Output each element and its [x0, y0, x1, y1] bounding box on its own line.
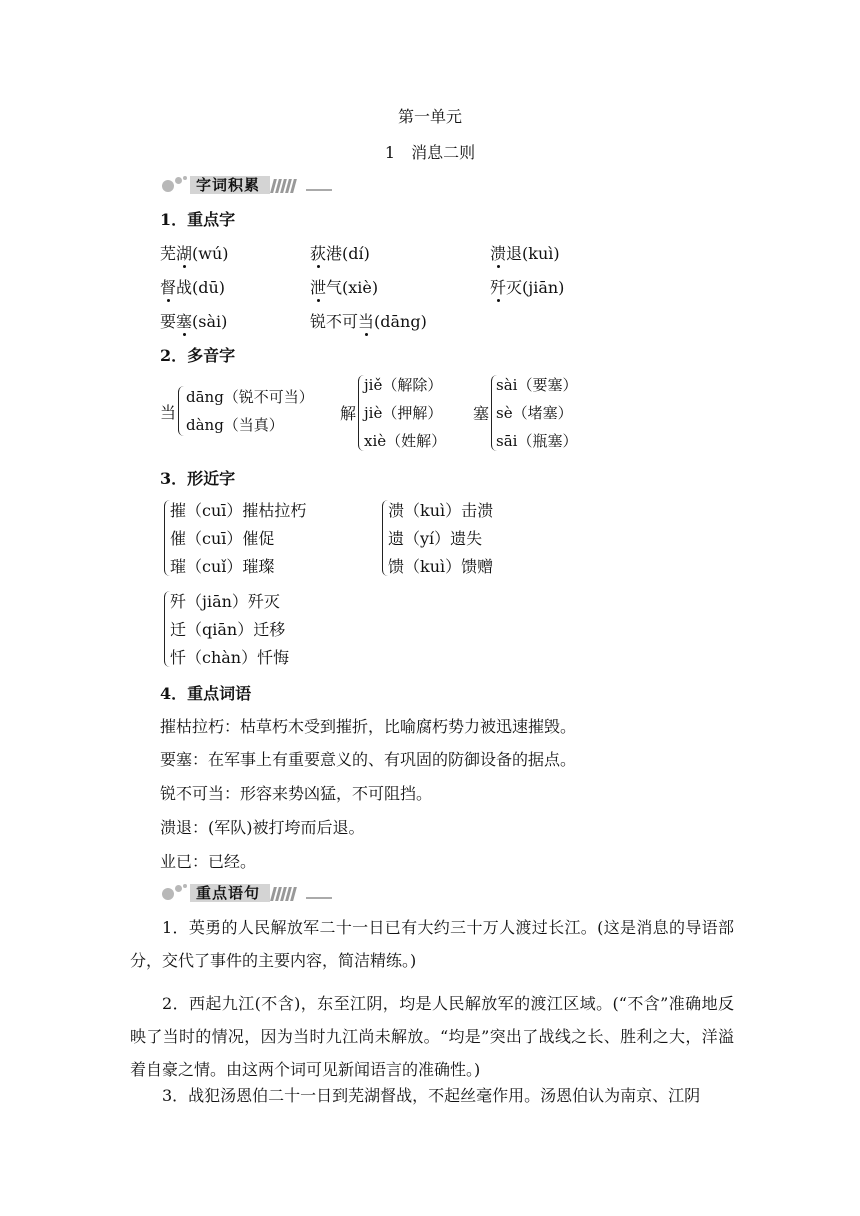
poly-char-jie: 解	[340, 404, 357, 423]
similar-item: 忏（chàn）忏悔	[170, 648, 290, 667]
key-char-item: 溃退(kuì)	[490, 241, 560, 264]
section-header-key-sentences	[160, 880, 335, 906]
key-sentence: 1．英勇的人民解放军二十一日已有大约三十万人渡过长江。(这是消息的导语部分，交代了事件的主要内容，简洁精练。)	[130, 918, 734, 970]
section-title: 重点语句	[190, 884, 270, 902]
key-char-item: 锐不可当(dāng)	[310, 309, 427, 332]
word-definition: 锐不可当：形容来势凶猛，不可阻挡。	[160, 784, 433, 803]
key-char-item: 要塞(sài)	[160, 309, 227, 332]
word-definition: 业已：已经。	[160, 852, 257, 871]
heading-key-words: 4．重点词语	[160, 684, 252, 703]
key-char-item: 芜湖(wú)	[160, 241, 229, 264]
word-definition: 要塞：在军事上有重要意义的、有巩固的防御设备的据点。	[160, 750, 577, 769]
bars-icon	[272, 178, 297, 197]
brace	[178, 386, 185, 436]
similar-item: 溃（kuì）击溃	[388, 501, 494, 520]
poly-char-sai: 塞	[473, 404, 490, 423]
poly-reading: jiě（解除）	[364, 376, 443, 394]
key-sentence: 2．西起九江(不含)，东至江阴，均是人民解放军的渡江区域。(“不含”准确地反映了当时的情况，因为当时九江尚未解放。“均是”突出了战线之长、胜利之大，洋溢着自豪之情。由这两个词可见新闻语言的准确性。)	[130, 994, 734, 1079]
similar-item: 歼（jiān）歼灭	[170, 592, 280, 611]
poly-reading: sāi（瓶塞）	[496, 432, 578, 450]
heading-similar: 3．形近字	[160, 469, 236, 488]
poly-reading: jiè（押解）	[364, 404, 443, 422]
word-definition: 摧枯拉朽：枯草朽木受到摧折，比喻腐朽势力被迅速摧毁。	[160, 717, 577, 736]
key-char-item: 荻港(dí)	[310, 241, 370, 264]
similar-item: 遗（yí）遗失	[388, 529, 483, 548]
similar-item: 迁（qiān）迁移	[170, 620, 286, 639]
similar-item: 璀（cuǐ）璀璨	[170, 557, 275, 576]
word-definition: 溃退：(军队)被打垮而后退。	[160, 818, 365, 837]
poly-reading: sài（要塞）	[496, 376, 578, 394]
divider	[306, 897, 332, 899]
poly-reading: dāng（锐不可当）	[186, 388, 314, 406]
poly-char-dang: 当	[160, 403, 177, 422]
dots-icon	[162, 884, 190, 900]
bars-icon	[272, 886, 297, 905]
poly-reading: dàng（当真）	[186, 416, 284, 434]
similar-item: 馈（kuì）馈赠	[388, 557, 494, 576]
dots-icon	[162, 176, 190, 192]
similar-item: 摧（cuī）摧枯拉朽	[170, 501, 307, 520]
divider	[306, 189, 332, 191]
poly-reading: xiè（姓解）	[364, 432, 447, 450]
poly-reading: sè（堵塞）	[496, 404, 573, 422]
section-title: 字词积累	[190, 176, 270, 194]
key-char-item: 泄气(xiè)	[310, 275, 378, 298]
heading-polyphonic: 2．多音字	[160, 346, 236, 365]
heading-key-chars: 1．重点字	[160, 210, 236, 229]
key-char-item: 督战(dū)	[160, 275, 225, 298]
key-char-item: 歼灭(jiān)	[490, 275, 564, 298]
section-header-vocabulary	[160, 172, 335, 198]
unit-title: 第一单元	[397, 107, 462, 126]
similar-item: 催（cuī）催促	[170, 529, 275, 548]
lesson-title: 1 消息二则	[384, 143, 476, 162]
key-sentence: 3．战犯汤恩伯二十一日到芜湖督战，不起丝毫作用。汤恩伯认为南京、江阴	[162, 1086, 701, 1105]
